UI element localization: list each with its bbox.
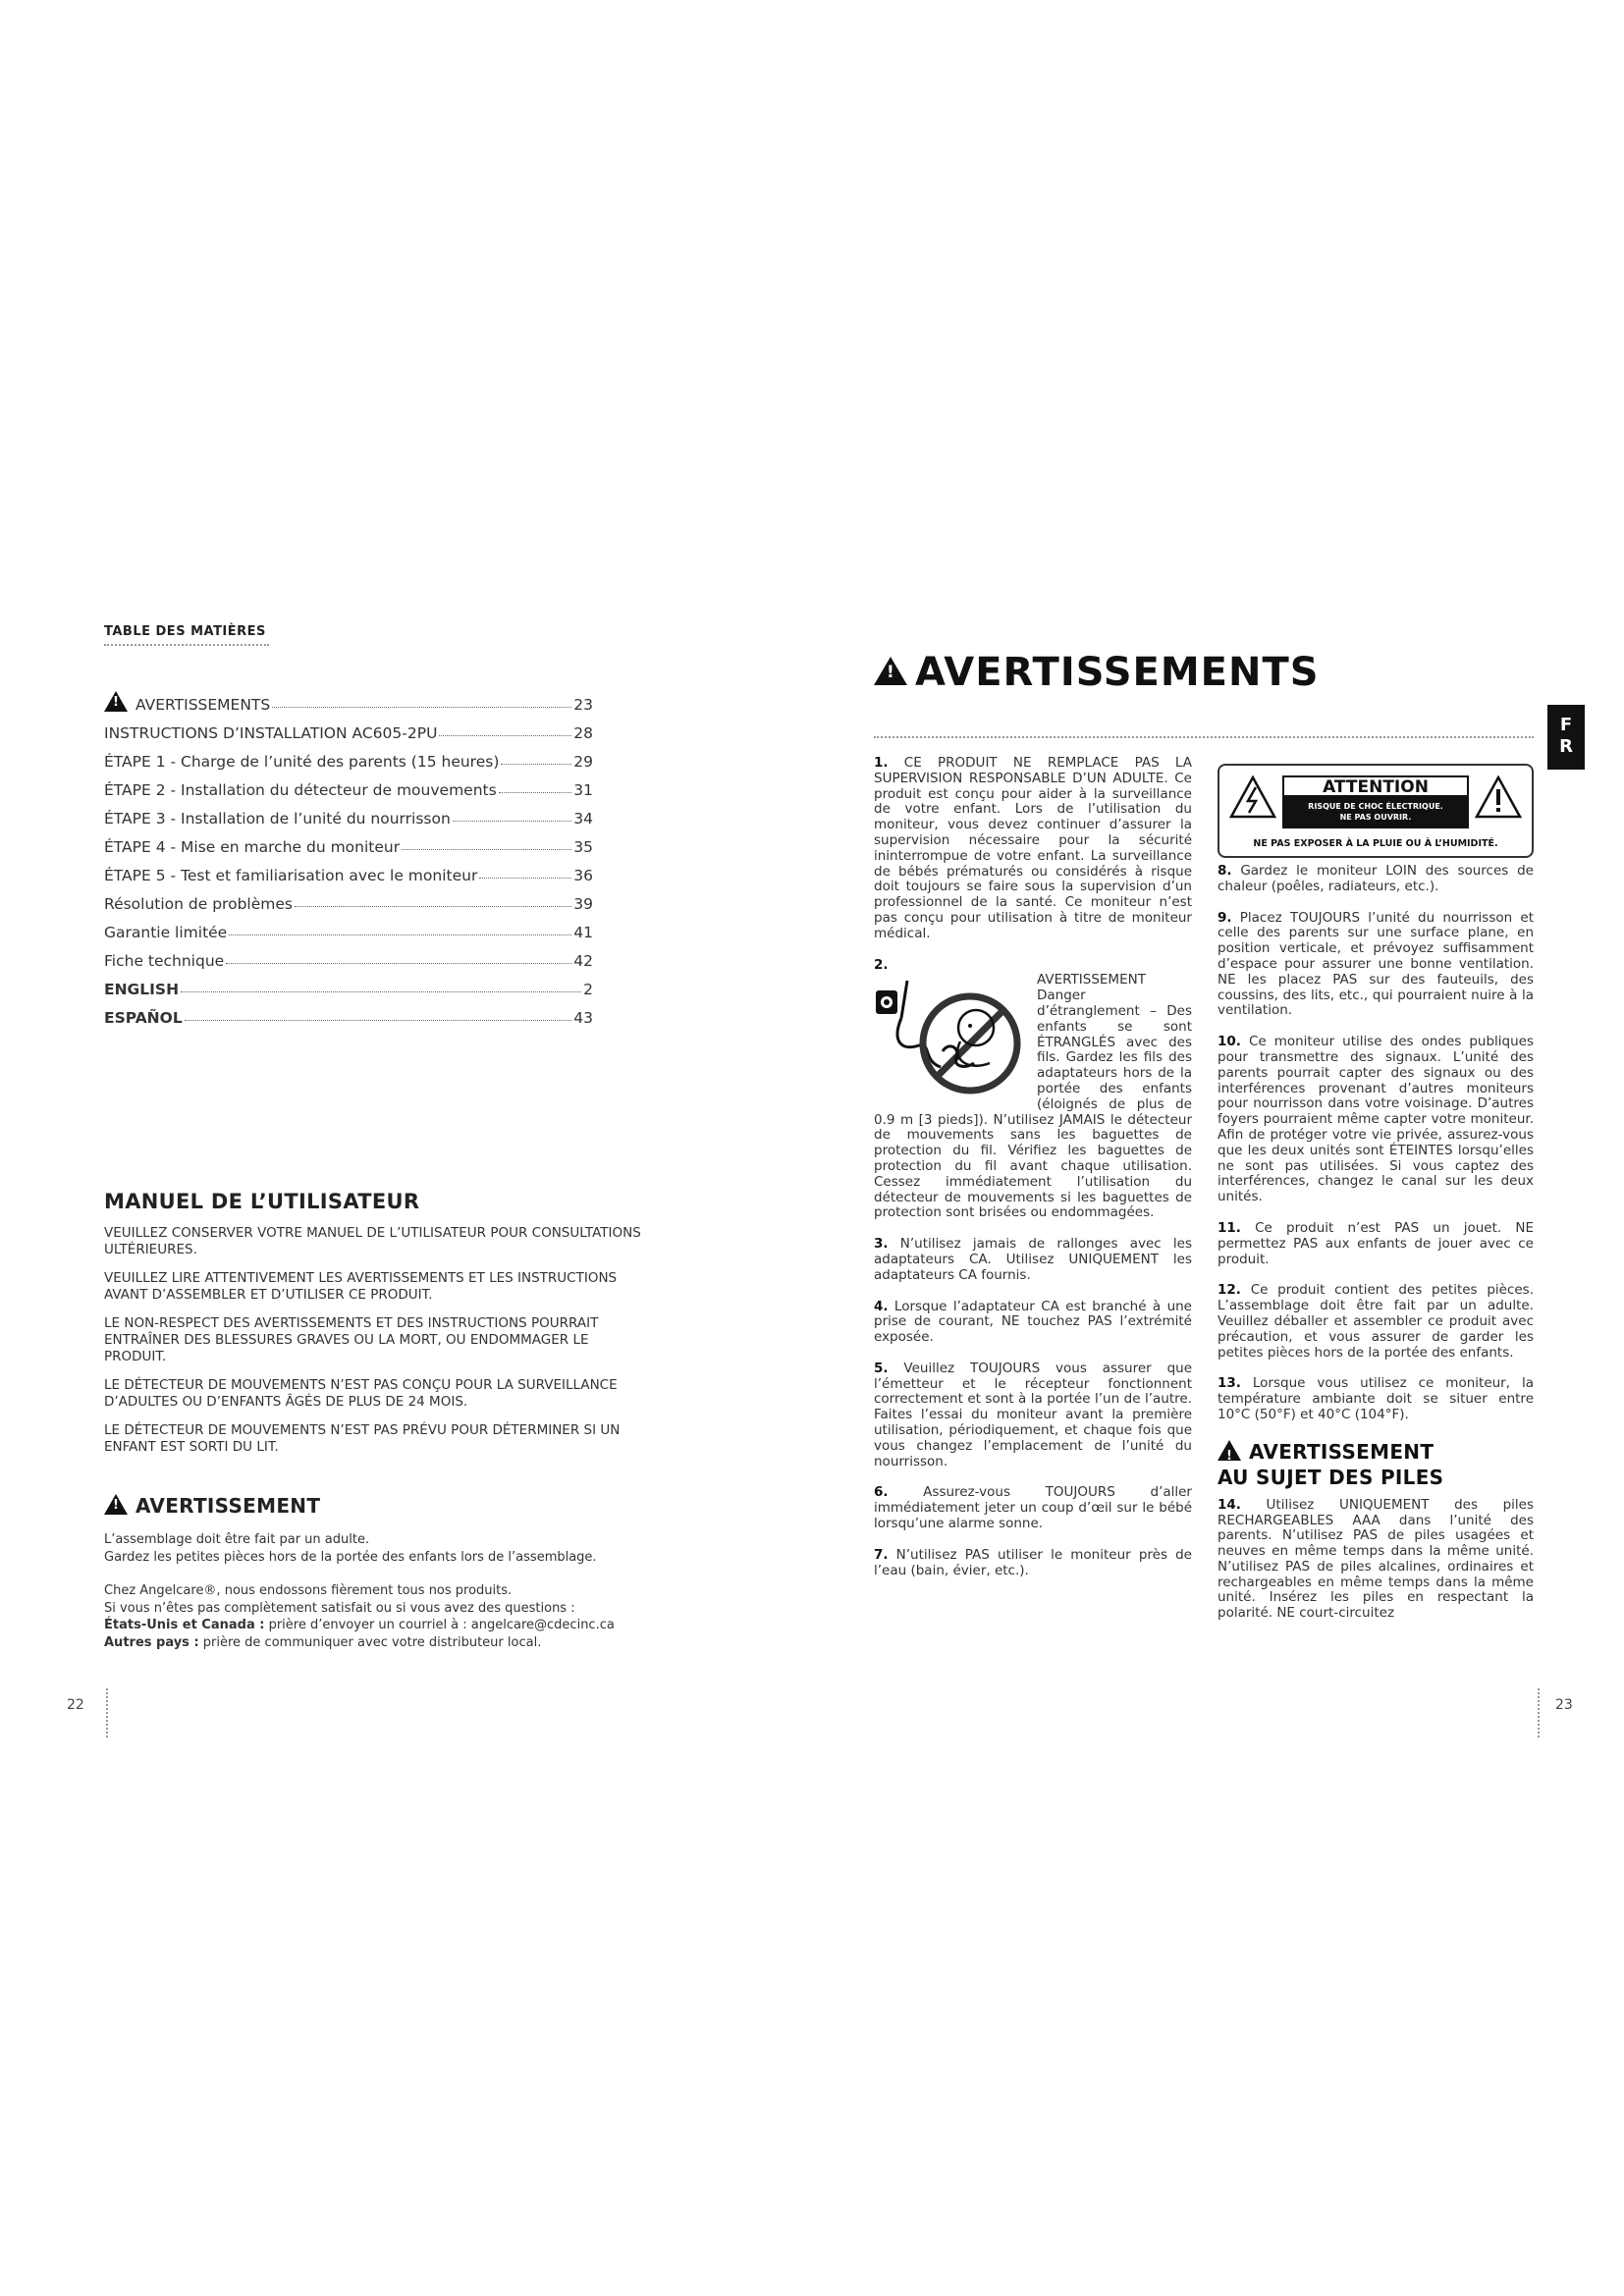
battery-warning-title: !AVERTISSEMENT AU SUJET DES PILES — [1218, 1439, 1534, 1490]
attention-footer: NE PAS EXPOSER À LA PLUIE OU À L’HUMIDITÉ. — [1253, 838, 1498, 849]
electric-shock-icon — [1229, 775, 1276, 819]
warning-item: 7. N’utilisez PAS utiliser le moniteur près de l’eau (bain, évier, etc.). — [874, 1546, 1192, 1578]
toc-item[interactable]: ÉTAPE 5 - Test et familiarisation avec le moniteur 36 — [104, 867, 593, 884]
warning-item: 4. Lorsque l’adaptateur CA est branché à une prise de courant, NE touchez PAS l’extrémité exposée. — [874, 1298, 1192, 1346]
warning-item: 6. Assurez-vous TOUJOURS d’aller immédiatement jeter un coup d’œil sur le bébé lorsqu’une alarme sonne. — [874, 1484, 1192, 1532]
manual-paragraph: LE DÉTECTEUR DE MOUVEMENTS N’EST PAS CONÇU POUR LA SURVEILLANCE D’ADULTES OU D’ENFANTS ÂGÉS DE PLUS DE 24 MOIS. — [104, 1377, 618, 1410]
attention-header: ATTENTION — [1282, 775, 1469, 797]
page-number-right: 23 — [1555, 1697, 1573, 1713]
warning-item: 10. Ce moniteur utilise des ondes publiques pour transmettre des signaux. L’unité des parents pourrait capter des signaux ou des interférences provenant d’autres moniteurs pour nourrisson dans votre voisinage. D’autres foyers pourraient même capter votre moniteur. Afin de protéger votre vie privée, assurez-vous que les deux unités sont ÉTEINTES lorsqu’elles ne sont pas utilisées. Si vous captez des interférences, changez le canal sur les deux unités. — [1218, 1034, 1534, 1205]
toc-item[interactable]: ÉTAPE 3 - Installation de l’unité du nourrisson 34 — [104, 810, 593, 828]
manual-paragraph: LE NON-RESPECT DES AVERTISSEMENTS ET DES INSTRUCTIONS POURRAIT ENTRAÎNER DES BLESSURES GRAVES OU LA MORT, OU ENDOMMAGER LE PRODUIT. — [104, 1315, 599, 1364]
warning-item: 14. Utilisez UNIQUEMENT des piles RECHARGEABLES AAA dans l’unité des parents. N’utilisez PAS de piles usagées et neuves en même temps dans la même unité. N’utilisez PAS de piles alcalines, ordinaires et rechargeables en même temps dans la même unité. Insérez les piles en respectant la polarité. NE court-circuitez — [1218, 1496, 1534, 1622]
manual-paragraph: VEUILLEZ CONSERVER VOTRE MANUEL DE L’UTILISATEUR POUR CONSULTATIONS ULTÉRIEURES. — [104, 1225, 641, 1257]
exclamation-warning-icon — [1475, 775, 1522, 819]
toc-item[interactable]: ESPAÑOL 43 — [104, 1009, 593, 1027]
toc-item[interactable]: !AVERTISSEMENTS 23 — [104, 685, 593, 714]
page-title: !AVERTISSEMENTS — [874, 650, 1320, 695]
toc-item[interactable]: ÉTAPE 1 - Charge de l’unité des parents (15 heures) 29 — [104, 753, 593, 771]
warning-line: L’assemblage doit être fait par un adulte. — [104, 1532, 370, 1547]
assembly-warning-body — [104, 1531, 674, 1651]
toc-item[interactable]: Fiche technique 42 — [104, 952, 593, 970]
warning-triangle-icon — [104, 1494, 128, 1515]
warnings-column-1 — [874, 756, 1192, 1594]
manual-paragraph: LE DÉTECTEUR DE MOUVEMENTS N’EST PAS PRÉVU POUR DÉTERMINER SI UN ENFANT EST SORTI DU LIT. — [104, 1422, 621, 1455]
toc-heading-underline — [104, 644, 269, 646]
contact-other-countries: Autres pays : prière de communiquer avec votre distributeur local. — [104, 1634, 542, 1650]
attention-subtext: RISQUE DE CHOC ÉLECTRIQUE. NE PAS OUVRIR. — [1282, 797, 1469, 828]
toc-item[interactable]: Garantie limitée 41 — [104, 924, 593, 941]
warning-triangle-icon — [874, 657, 907, 685]
title-underline — [874, 736, 1534, 738]
warning-triangle-icon — [1218, 1440, 1241, 1461]
warning-item: 1. CE PRODUIT NE REMPLACE PAS LA SUPERVISION RESPONSABLE D’UN ADULTE. Ce produit est conçu pour aider à la surveillance de votre enfant. Lors de l’utilisation du moniteur, vous devez continuer d’assurer la supervision nécessaire pour la sécurité ininterrompue de votre enfant. La surveillance de bébés prématurés ou considérés à risque doit toujours se faire sous la supervision d’un professionnel de la santé. Ce moniteur n’est pas conçu pour utilisation à titre de moniteur médical. — [874, 755, 1192, 941]
warnings-column-2 — [1218, 864, 1534, 1637]
page-number-rule — [106, 1688, 108, 1737]
manual-title: MANUEL DE L’UTILISATEUR — [104, 1190, 420, 1213]
toc-item[interactable]: Résolution de problèmes 39 — [104, 895, 593, 913]
manual-paragraph: VEUILLEZ LIRE ATTENTIVEMENT LES AVERTISSEMENTS ET LES INSTRUCTIONS AVANT D’ASSEMBLER ET D’UTILISER CE PRODUIT. — [104, 1270, 618, 1303]
warning-triangle-icon — [104, 691, 128, 712]
warning-item: 11. Ce produit n’est PAS un jouet. NE permettez PAS aux enfants de jouer avec ce produit. — [1218, 1219, 1534, 1267]
language-tab: F R — [1547, 705, 1585, 770]
toc-item[interactable]: ENGLISH 2 — [104, 981, 593, 998]
questions-line: Si vous n’êtes pas complètement satisfait ou si vous avez des questions : — [104, 1600, 575, 1616]
page-number-left: 22 — [67, 1697, 84, 1713]
warning-item: 12. Ce produit contient des petites pièces. L’assemblage doit être fait par un adulte. Veuillez déballer et assembler ce produit avec précaution, et vous assurer de garder les petites pièces hors de la portée des enfants. — [1218, 1282, 1535, 1361]
assembly-warning-title: !AVERTISSEMENT — [104, 1494, 320, 1518]
contact-us-canada: États-Unis et Canada : prière d’envoyer un courriel à : angelcare@cdecinc.ca — [104, 1618, 615, 1632]
angelcare-line: Chez Angelcare®, nous endossons fièrement tous nos produits. — [104, 1583, 513, 1598]
strangulation-hazard-icon — [872, 973, 1029, 1100]
toc-item[interactable]: ÉTAPE 2 - Installation du détecteur de mouvements 31 — [104, 781, 593, 799]
warning-item: 2. AVERTISSEMENT Danger d’étranglement – Des enfants se sont ÉTRANGLÉS avec des fils. Gardez les fils des adaptateurs hors de la portée des enfants (éloignés de plus de 0.9 m [3 pieds]). N’utilisez JAMAIS le détecteur de mouvements sans les baguettes de protection du fil. Vérifiez les baguettes de protection du fil avant chaque utilisation. Cessez immédiatement l’utilisation du détecteur de mouvements si les baguettes de protection sont brisées ou endommagées. — [874, 956, 1192, 1221]
manual-instructions — [104, 1225, 654, 1468]
toc-heading: TABLE DES MATIÈRES — [104, 624, 266, 639]
warning-line: Gardez les petites pièces hors de la portée des enfants lors de l’assemblage. — [104, 1549, 597, 1565]
warning-item: 9. Placez TOUJOURS l’unité du nourrisson et celle des parents sur une surface plane, en position verticale, et prévoyez suffisamment d’espace pour assurer une bonne ventilation. NE les placez PAS sur des fauteuils, des coussins, des lits, etc., qui pourraient nuire à la ventilation. — [1218, 909, 1534, 1019]
warning-item: 3. N’utilisez jamais de rallonges avec les adaptateurs CA. Utilisez UNIQUEMENT les adaptateurs CA fournis. — [874, 1236, 1192, 1283]
attention-label — [1218, 764, 1534, 858]
toc-item[interactable]: INSTRUCTIONS D’INSTALLATION AC605-2PU 28 — [104, 724, 593, 742]
page-number-rule — [1538, 1688, 1540, 1737]
table-of-contents — [104, 685, 593, 1027]
warning-item: 8. Gardez le moniteur LOIN des sources de chaleur (poêles, radiateurs, etc.). — [1218, 863, 1534, 894]
warning-item: 5. Veuillez TOUJOURS vous assurer que l’émetteur et le récepteur fonctionnent correctement et sont à la portée l’un de l’autre. Faites l’essai du moniteur avant la première utilisation, périodiquement, et chaque fois que vous changez l’emplacement de l’unité du nourrisson. — [874, 1360, 1193, 1469]
warning-item: 13. Lorsque vous utilisez ce moniteur, la température ambiante doit se situer entre 10°C (50°F) et 40°C (104°F). — [1218, 1375, 1534, 1422]
toc-item[interactable]: ÉTAPE 4 - Mise en marche du moniteur 35 — [104, 838, 593, 856]
